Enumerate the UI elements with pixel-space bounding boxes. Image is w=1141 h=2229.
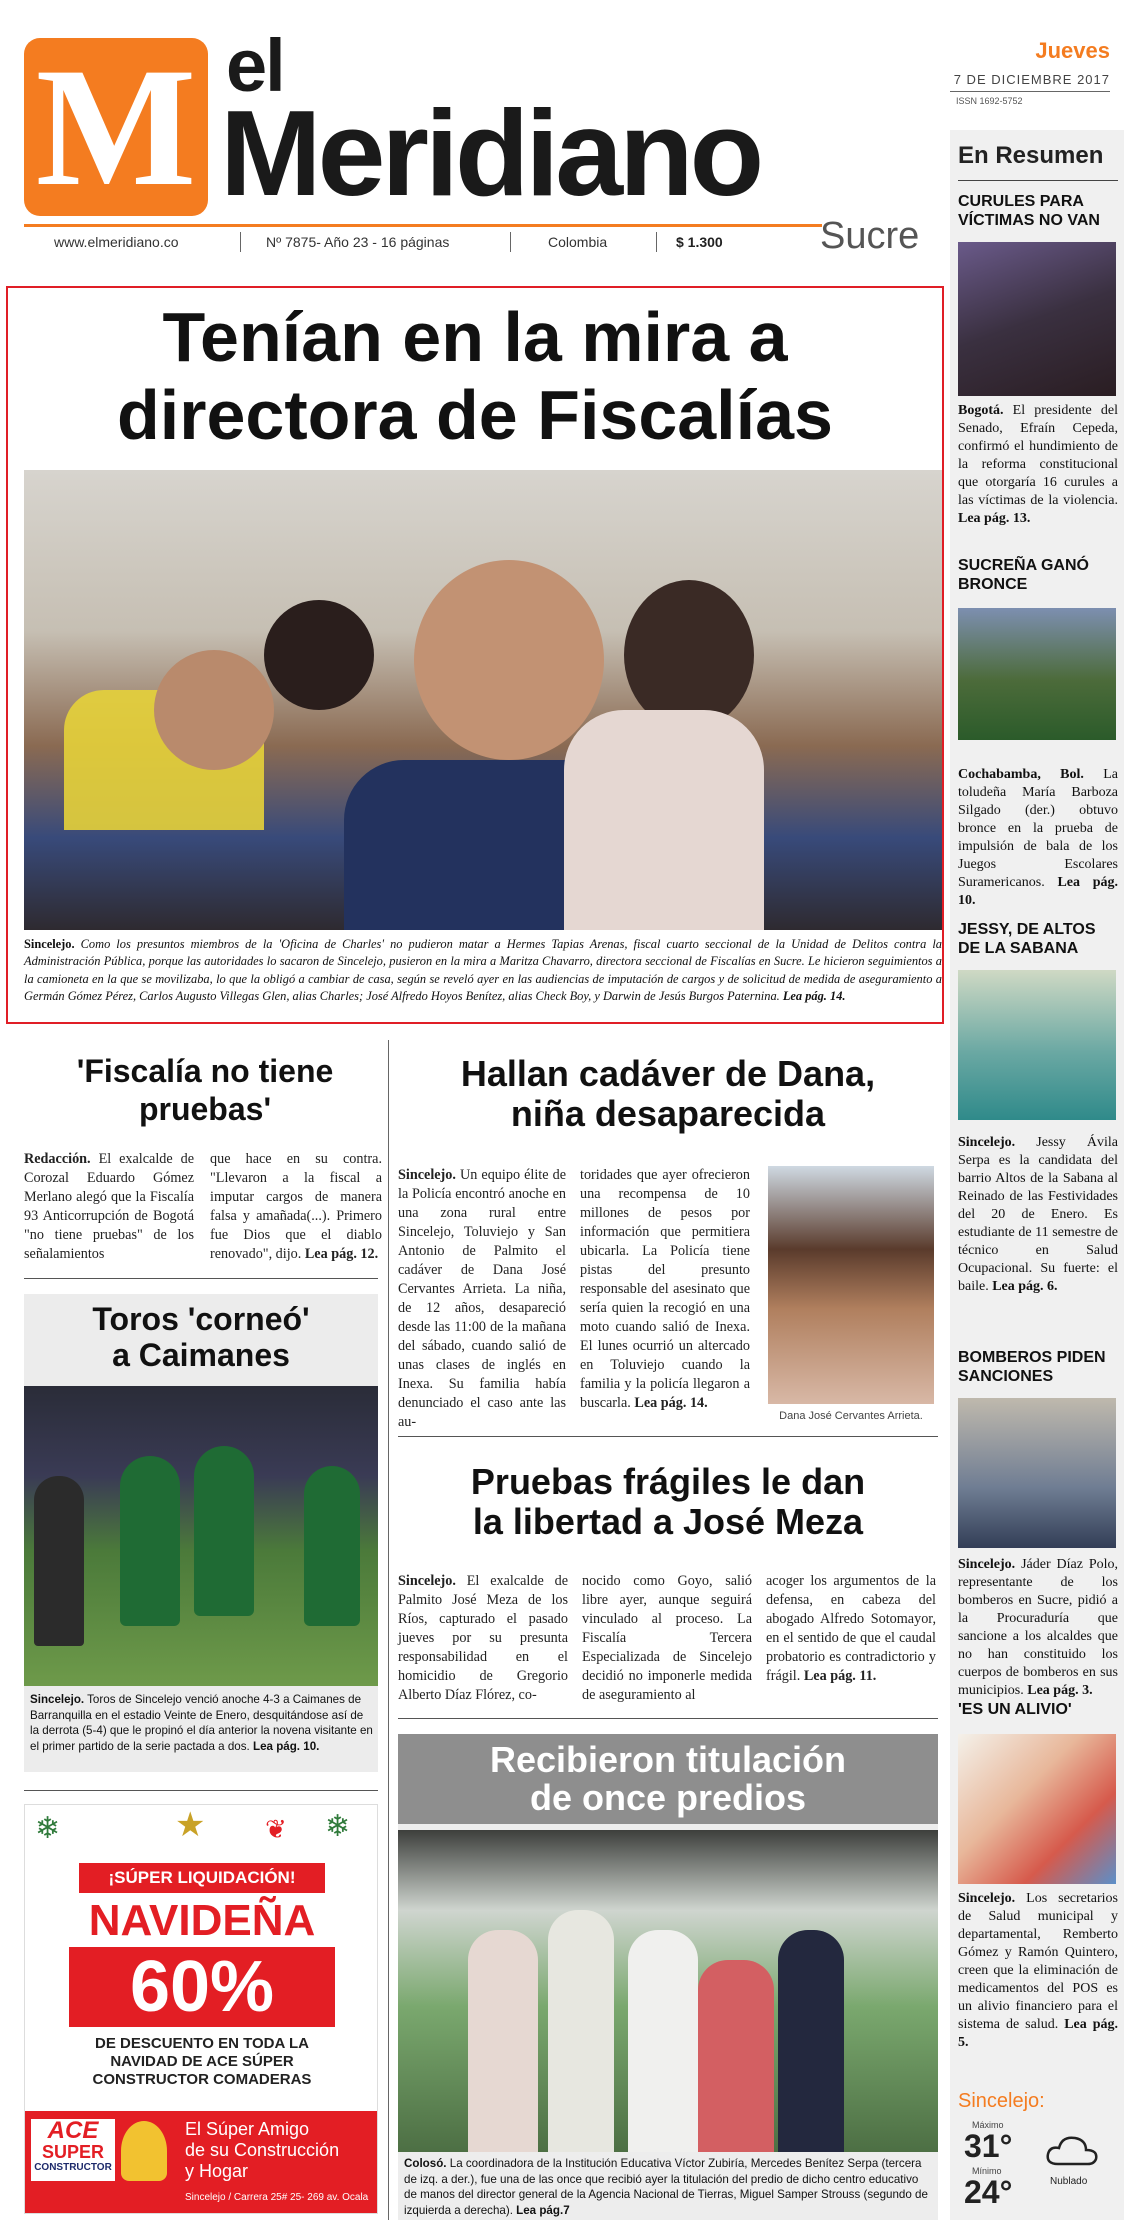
sidebar-item-text [958,1890,1118,2052]
divider [24,1278,378,1279]
sidebar-ref[interactable]: Lea pág. 13. [958,511,1031,526]
predios-caption [404,2156,932,2218]
fiscalia-text-2: que hace en su contra. "Llevaron a la fiscal a imputar cargos de manera falsa y amañada(...). Primero fue Dios que el diablo renovado", dijo. [210,1151,382,1262]
toros-headline-2: a Caimanes [112,1337,290,1373]
dana-photo [768,1166,934,1404]
toros-headline-1: Toros 'corneó' [92,1301,310,1337]
ad-percent: 60% [69,1947,335,2027]
fiscalia-ref[interactable]: Lea pág. 12. [304,1246,379,1262]
issue-info: Nº 7875- Año 23 - 16 páginas [266,234,450,250]
website[interactable]: www.elmeridiano.co [54,234,179,250]
divider [510,232,511,252]
sidebar-text: Los secretarios de Salud municipal y departamental, Remberto Gómez y Ramón Quintero, creen que la eliminación de medicamentos del POS es un alivio financiero para el sistema de salud. [958,1891,1119,2032]
meza-ref[interactable]: Lea pág. 11. [803,1668,877,1684]
dana-text-1: Un equipo élite de la Policía encontró anoche en una zona rural entre Sincelejo, Toluviejo y San Antonio de Palmito el cadáver de Dana José Cervantes Arrieta. La niña, de 12 años, desapareció desde las 11:00 de la mañana del sábado, cuando salió de unas clases de inglés en Inexa. Su familia había denunciado el caso ante las au- [398,1167,566,1430]
weekday: Jueves [1035,38,1110,63]
toros-box [24,1294,378,1772]
fiscalia-col-2 [210,1150,382,1264]
predios-place: Colosó. [404,2157,447,2170]
toros-caption [30,1692,374,1754]
meza-col-3 [766,1572,936,1686]
fiscalia-col-1 [24,1150,194,1264]
toros-photo [24,1386,378,1686]
lead-caption [24,936,942,1006]
sidebar-photo-senate [958,242,1116,396]
meza-headline-2: la libertad a José Meza [472,1501,864,1542]
sidebar-place: Sincelejo. [958,1135,1016,1150]
predios-headline-1: Recibieron titulación [489,1739,847,1780]
sidebar-place: Bogotá. [958,403,1004,418]
dana-col-1 [398,1166,566,1432]
ace-logo-3: CONSTRUCTOR [34,2162,112,2173]
weather-min: 24° [964,2174,1013,2210]
ad-line-3: CONSTRUCTOR COMADERAS [92,2071,312,2088]
sidebar-item-head: 'ES UN ALIVIO' [958,1701,1072,1718]
ad-address: Sincelejo / Carrera 25# 25- 269 av. Ocala [185,2192,369,2203]
weather-condition: Nublado [1050,2176,1088,2187]
sidebar-photo-podium [958,608,1116,740]
predios-header [398,1734,938,1824]
country: Colombia [548,234,608,250]
sidebar-ref[interactable]: Lea pág. 5. [958,2017,1119,2050]
divider [240,232,241,252]
meza-col-2 [582,1572,752,1705]
predios-ref[interactable]: Lea pág.7 [516,2203,570,2217]
sidebar-text: El presidente del Senado, Efraín Cepeda, confirmó el hundimiento de la reforma constitucional que otorgaría 16 curules a las víctimas de la violencia. [958,403,1118,508]
sidebar-text: Jessy Ávila Serpa es la candidata del barrio Altos de la Sabana al Reinado de las Festividades del 20 de Enero. Es estudiante de 11 semestre de técnico en Salud Ocupacional. Su fuerte: el baile. [958,1135,1118,1294]
mascot-icon [121,2121,167,2181]
dana-place: Sincelejo. [398,1167,456,1183]
masthead-rule [24,224,822,227]
meza-text-2: nocido como Goyo, salió libre ayer, aunque seguirá vinculado al proceso. La Fiscalía Tercera Especializada de Sincelejo decidió no imponerle medida de aseguramiento al [582,1573,752,1703]
ad-line-1: DE DESCUENTO EN TODA LA [95,2035,309,2052]
sidebar-item-text [958,1134,1118,1296]
sidebar-text: La toludeña María Barboza Silgado (der.) obtuvo bronce en la prueba de impulsión de bala de los Juegos Escolares Suramericanos. [958,767,1118,890]
lead-story [6,286,944,1024]
weather-city: Sincelejo: [958,2090,1045,2112]
sidebar-item-text [958,1556,1118,1700]
sidebar-item-text [958,766,1118,910]
dana-text-2: toridades que ayer ofrecieron una recompensa de 10 millones de pesos por información que permitiera ubicarla. La Policía tiene pistas del presunto responsable del asesinato que sería quien la recogió en una moto cuando salió de Inexa. El lunes ocurrió un altercado en Toluviejo cuando la familia y la policía llegaron a buscarla. [580,1167,750,1411]
meza-text-1: El exalcalde de Palmito José Meza de los Ríos, capturado el pasado jueves por su presunta responsabilidad en el homicidio de Gregorio Alberto Díaz Flórez, co- [398,1573,568,1703]
fiscalia-place: Redacción. [24,1151,91,1167]
sidebar-item-head: JESSY, DE ALTOS DE LA SABANA [958,921,1096,957]
weather-max-label: Máximo [972,2120,1004,2130]
price: $ 1.300 [676,234,723,250]
fiscalia-headline: 'Fiscalía no tiene pruebas' [76,1053,334,1127]
sidebar-item-text [958,402,1118,528]
sidebar-photo-medicines [958,1734,1116,1884]
ad-banner: ¡SÚPER LIQUIDACIÓN! [79,1863,325,1893]
divider [656,232,657,252]
toros-place: Sincelejo. [30,1693,85,1706]
ad-slogan-2: de su Construcción [185,2140,340,2160]
meza-text-3: acoger los argumentos de la defensa, en cabeza del abogado Alfredo Sotomayor, en el sentido de que el caudal probatorio es contradictorio y frágil. [766,1573,936,1684]
logo-box [24,33,208,221]
masthead-name-small: el [226,24,284,107]
lead-caption-ref[interactable]: Lea pág. 14. [782,989,846,1004]
sidebar-item-head: SUCREÑA GANÓ BRONCE [958,557,1089,593]
cloud-icon [1044,2130,1100,2170]
bow-icon: ❦ [265,1815,287,1844]
sidebar [950,130,1124,2220]
sidebar-place: Sincelejo. [958,1891,1016,1906]
lead-photo [24,470,942,930]
meza-col-1 [398,1572,568,1705]
weather-max: 31° [964,2128,1013,2164]
ad-footer [25,2111,378,2214]
ace-logo-1: ACE [47,2117,99,2144]
sidebar-place: Cochabamba, Bol. [958,767,1084,782]
fiscalia-text-1: El exalcalde de Corozal Eduardo Gómez Merlano alegó que la Fiscalía 93 Anticorrupción de Bogotá "no tiene pruebas" de los señalamientos [24,1151,195,1262]
divider [24,1790,378,1791]
ad-slogan-1: El Súper Amigo [185,2119,310,2139]
toros-ref[interactable]: Lea pág. 10. [253,1739,320,1753]
masthead-region: Sucre [820,215,920,257]
predios-headline-2: de once predios [529,1777,807,1818]
ace-logo [31,2119,115,2181]
predios-photo [398,1830,938,2152]
decoration-icon: ❄ [35,1812,61,1845]
dana-headline-2: niña desaparecida [510,1093,826,1134]
ad-word: NAVIDEÑA [88,1896,316,1945]
lead-caption-place: Sincelejo. [24,937,75,951]
dana-headline-1: Hallan cadáver de Dana, [460,1053,876,1094]
masthead [0,0,950,270]
ad-slogan-3: y Hogar [185,2161,249,2181]
ad-line-2: NAVIDAD DE ACE SÚPER [110,2053,294,2070]
dana-col-2 [580,1166,750,1413]
predios-box [398,1734,938,2220]
dana-ref[interactable]: Lea pág. 14. [634,1395,708,1411]
sidebar-title: En Resumen [958,142,1104,169]
sidebar-photo-candidate [958,970,1116,1120]
sidebar-ref[interactable]: Lea pág. 6. [992,1279,1058,1294]
lead-caption-text: Como los presuntos miembros de la 'Oficina de Charles' no pudieron matar a Hermes Tapias Arenas, fiscal cuarto seccional de la Unidad de Delitos contra la Administración Pública, porque las autoridades lo sacaron de Sincelejo, pusieron en la mira a Maritza Chavarro, directora seccional de Fiscalías en Sucre. Le hicieron seguimientos a la camioneta en la que se movilizaba, lo que la obligó a cambiar de casa, según se reveló ayer en las audiencias de imputación de cargos y de solicitud de medida de aseguramiento a Germán Gómez Pérez, Carlos Augusto Villegas Glen, alias Charles; José Alfredo Hoyos Benítez, alias Check Boy, y Darwin de Jesús Burgos Paternina. [24,937,942,1004]
sidebar-ref[interactable]: Lea pág. 10. [958,875,1119,908]
sidebar-text: Jáder Díaz Polo, representante de los bomberos en Sucre, pidió a la Procuraduría que sancione a los alcaldes que no han constituido los cuerpos de bomberos en sus municipios. [958,1557,1118,1698]
predios-caption-text: La coordinadora de la Institución Educativa Víctor Zubiría, Mercedes Benítez Serpa (tercera de izq. a der.), fue una de las once que recibió ayer la titulación del predio de dicho centro educativo de manos del director general de la Agencia Nacional de Tierras, Miguel Samper Strouss (segundo de izquierda a derecha). [404,2157,928,2217]
ace-logo-2: SUPER [41,2142,104,2162]
divider [398,1718,938,1719]
sidebar-photo-meeting [958,1398,1116,1548]
date-block [940,38,1118,122]
decoration-icon: ❄ [325,1810,351,1843]
divider [398,1436,938,1437]
toros-caption-text: Toros de Sincelejo venció anoche 4-3 a Caimanes de Barranquilla en el estadio Veinte de Enero, desquitándose así de la derrota (5-4) que le propinó el día anterior la novena visitante en el primer partido de la serie pactada a dos. [30,1693,373,1753]
meza-headline-1: Pruebas frágiles le dan [470,1461,866,1502]
weather-min-label: Mínimo [972,2166,1002,2176]
issn: ISSN 1692-5752 [956,96,1023,106]
dana-photo-caption: Dana José Cervantes Arrieta. [779,1410,923,1422]
lead-headline-1: Tenían en la mira a [162,298,788,376]
meza-place: Sincelejo. [398,1573,456,1589]
sidebar-item-head: BOMBEROS PIDEN SANCIONES [958,1349,1106,1385]
decoration-icon: ★ [175,1807,206,1844]
date: 7 DE DICIEMBRE 2017 [953,72,1110,87]
sidebar-place: Sincelejo. [958,1557,1016,1572]
masthead-name-large: Meridiano [220,85,761,221]
ace-advertisement[interactable] [24,1804,378,2214]
logo-letter: M [35,33,197,221]
sidebar-item-head: CURULES PARA VÍCTIMAS NO VAN [958,193,1100,229]
lead-headline-2: directora de Fiscalías [117,376,833,454]
sidebar-ref[interactable]: Lea pág. 3. [1027,1683,1093,1698]
column-divider [388,1040,389,2220]
